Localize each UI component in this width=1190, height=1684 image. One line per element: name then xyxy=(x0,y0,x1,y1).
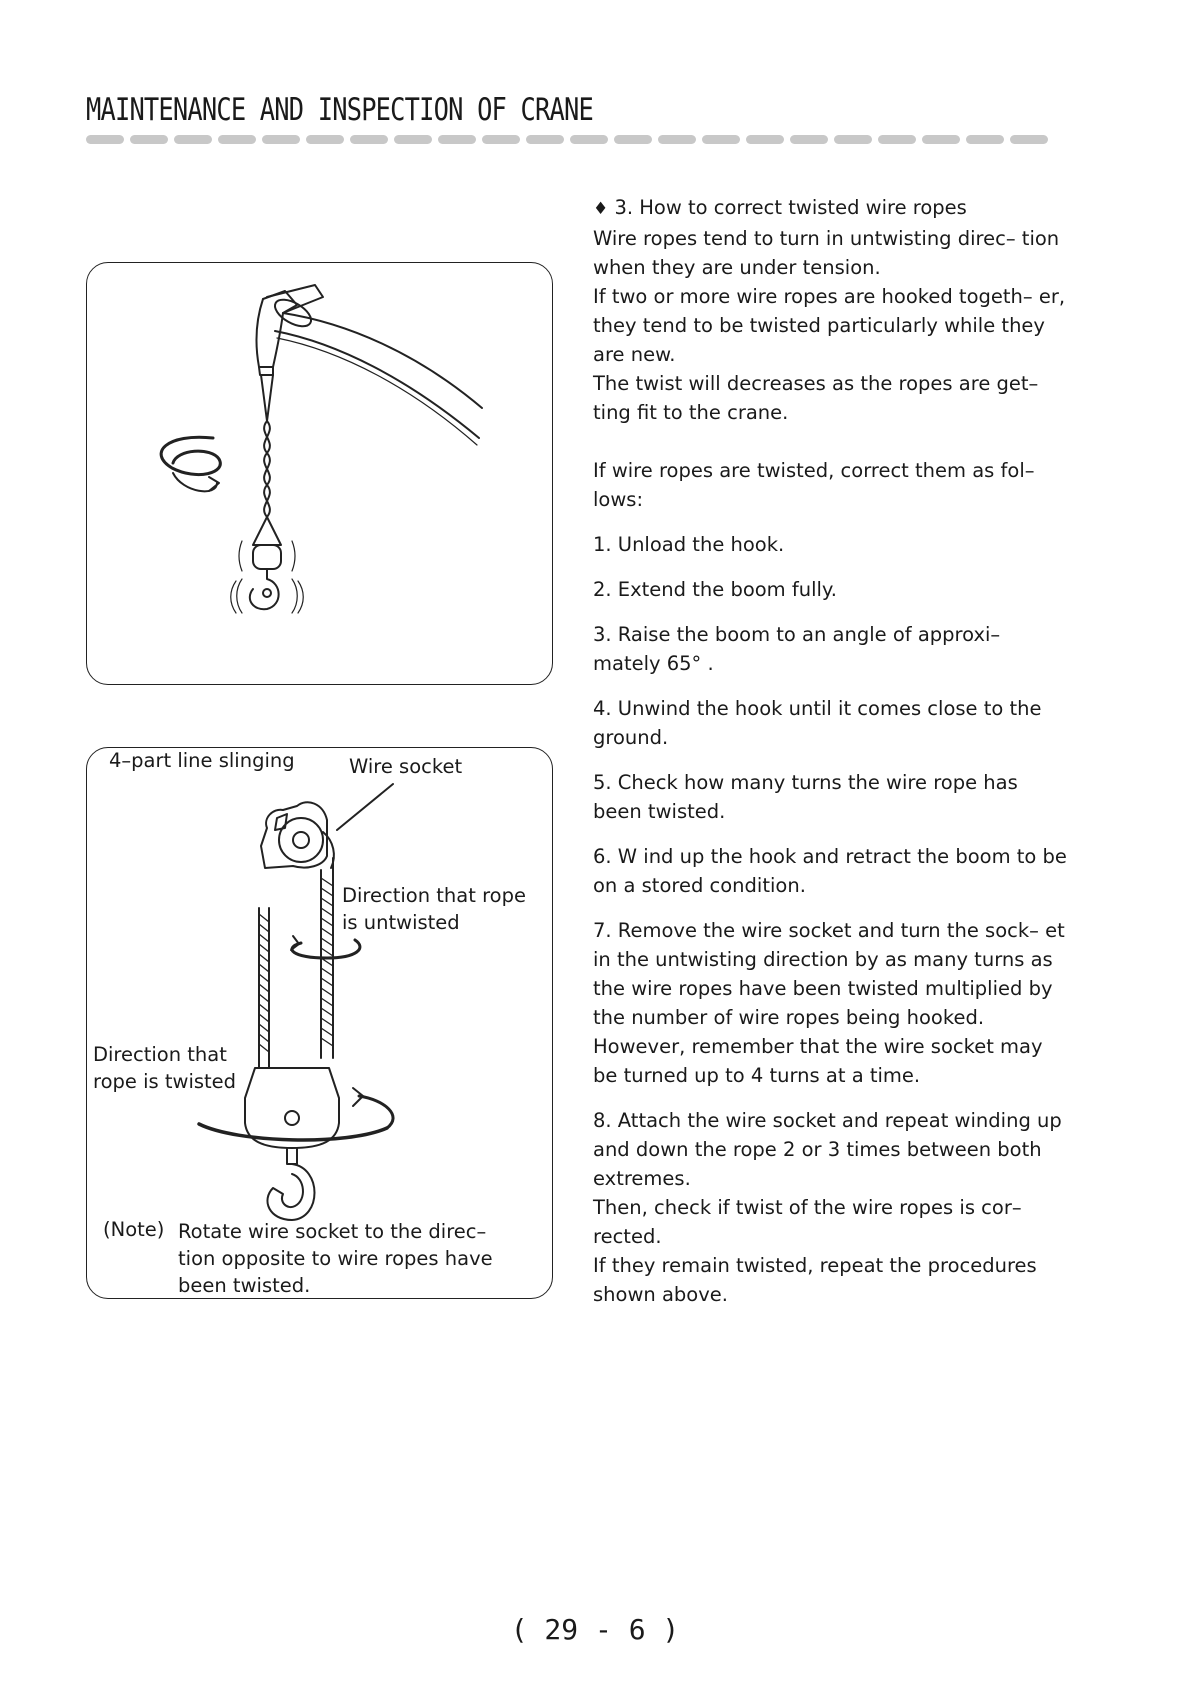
section-title: 3. How to correct twisted wire ropes xyxy=(614,196,967,219)
intro-paragraph-1: Wire ropes tend to turn in untwisting direc– tion when they are under tension. xyxy=(593,227,1060,279)
step-8-check: Then, check if twist of the wire ropes is cor– rected. xyxy=(593,1196,1022,1248)
step-7: 7. Remove the wire socket and turn the sock– et in the untwisting direction by as many turns as the wire ropes have been twisted multiplied by the number of wire ropes being hooked. xyxy=(593,919,1065,1029)
step-8-repeat: If they remain twisted, repeat the procedures shown above. xyxy=(593,1254,1037,1306)
page-number: ( 29 - 6 ) xyxy=(510,1613,680,1646)
step-3: 3. Raise the boom to an angle of approxi– mately 65° . xyxy=(593,623,1001,675)
label-twisted-line1: Direction that xyxy=(93,1043,227,1066)
label-untwisted-line2: is untwisted xyxy=(342,911,460,934)
step-7-note: However, remember that the wire socket may be turned up to 4 turns at a time. xyxy=(593,1035,1043,1087)
step-1: 1. Unload the hook. xyxy=(593,533,785,556)
intro-paragraph-3: The twist will decreases as the ropes are get– ting fit to the crane. xyxy=(593,372,1039,424)
procedure-text xyxy=(593,193,1068,1309)
label-4part-slinging: 4–part line slinging xyxy=(109,749,295,772)
header-divider xyxy=(86,133,1066,145)
figure-four-part-slinging xyxy=(86,747,553,1299)
note-text: Rotate wire socket to the direc– tion opposite to wire ropes have been twisted. xyxy=(178,1220,493,1297)
label-twisted-line2: rope is twisted xyxy=(93,1070,237,1093)
note-prefix: (Note) xyxy=(103,1218,165,1241)
step-4: 4. Unwind the hook until it comes close to the ground. xyxy=(593,697,1042,749)
procedure-lead: If wire ropes are twisted, correct them as fol– lows: xyxy=(593,459,1035,511)
label-wire-socket: Wire socket xyxy=(349,755,463,778)
step-6: 6. W ind up the hook and retract the boom to be on a stored condition. xyxy=(593,845,1067,897)
boom-illustration xyxy=(87,263,554,686)
label-untwisted-line1: Direction that rope xyxy=(342,884,526,907)
step-8: 8. Attach the wire socket and repeat winding up and down the rope 2 or 3 times between both extremes. xyxy=(593,1109,1062,1190)
step-5: 5. Check how many turns the wire rope has been twisted. xyxy=(593,771,1018,823)
intro-paragraph-2: If two or more wire ropes are hooked togeth– er, they tend to be twisted particularly while they are new. xyxy=(593,285,1066,366)
step-2: 2. Extend the boom fully. xyxy=(593,578,837,601)
diamond-bullet-icon: ♦ xyxy=(593,199,609,219)
section-heading xyxy=(593,193,1068,224)
page-title: MAINTENANCE AND INSPECTION OF CRANE xyxy=(86,92,593,128)
figure-boom-twisted-rope xyxy=(86,262,553,685)
